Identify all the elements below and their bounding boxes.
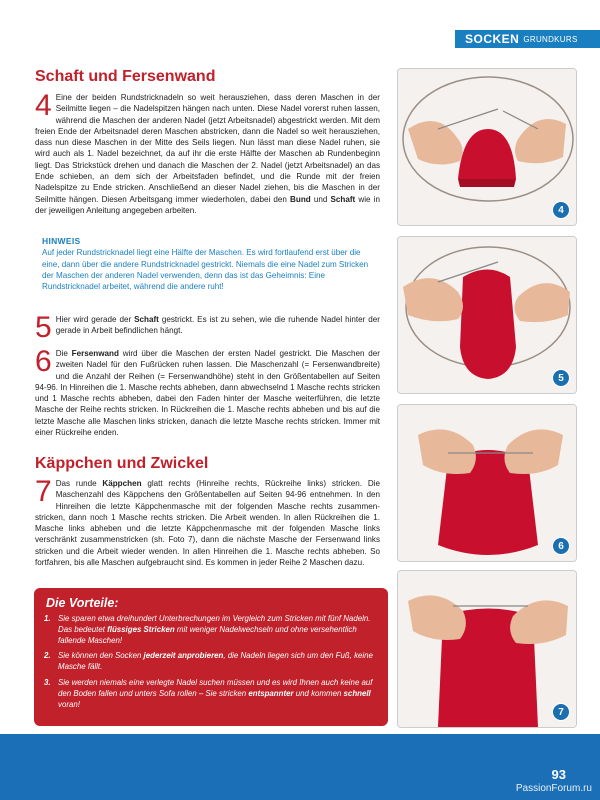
page-footer xyxy=(0,734,600,800)
photo-step-5 xyxy=(397,236,577,394)
advantage-bold: flüssiges Stricken xyxy=(107,624,175,634)
step-text: glatt rechts (Hinreihe rechts, Rückreihe links) stricken. Die Maschenzahl des Käppchens den Größentabellen auf Seiten 94-96 entnehmen. In den Hinreihen die letzte Käppchenmasche mit der folgenden Masche rechts zusammen-stricken, dann noch 1 Masche rechts stricken. Die Arbeit wenden. In allen Rückreihen die 1. Masche links abheben und die letzte Käppchenmasche mit der folgenden Masche links verschränkt zusammenstricken (sh. Foto 7), dann die nächste Masche der Fersenwand links stricken und die Arbeit wieder wenden. In allen Hinreihen die 1. Masche rechts abheben. So fortfahren, bis alle Maschen aufgebraucht sind. Es kommen in jeder Reihe 2 Maschen dazu. xyxy=(35,479,381,568)
step-4 xyxy=(35,89,380,216)
subsection-label: GRUNDKURS xyxy=(523,34,578,44)
advantage-bold: jederzeit anprobieren xyxy=(143,651,224,661)
watermark: PassionForum.ru xyxy=(515,783,592,794)
step-number: 6 xyxy=(35,345,52,378)
section-title-schaft: Schaft und Fersenwand xyxy=(35,68,216,85)
advantages-heading: Die Vorteile: xyxy=(46,596,119,610)
step-7 xyxy=(35,475,381,568)
photo-number: 5 xyxy=(552,369,570,387)
advantage-item xyxy=(44,678,384,710)
photo-knitting-7 xyxy=(398,571,576,727)
section-title-kaeppchen: Käppchen und Zwickel xyxy=(35,455,209,472)
advantage-text: , die Nadeln liegen sich um den Fuß, keine Masche fällt. xyxy=(58,651,373,672)
advantage-item xyxy=(44,651,384,673)
advantage-text: Sie sparen etwa dreihundert Unterbrechungen im Vergleich zum Stricken mit fünf Nadeln. Das bedeutet xyxy=(58,614,371,634)
step-bold: Bund xyxy=(290,194,311,204)
page-number: 93 xyxy=(551,767,566,782)
step-number: 7 xyxy=(35,475,52,508)
page-header xyxy=(0,0,600,52)
photo-step-7 xyxy=(397,570,577,728)
step-text: Eine der beiden Rundstricknadeln so weit herausziehen, dass deren Maschen in der Seilmitte liegen – die Nadelspitzen hängen nach unten. Diese Nadel vorerst ruhen lassen, während die Maschen der anderen Nadel (jetzt Arbeitsnadel) abgestrickt werden. Mit dem freien Ende der Arbeitsnadel deren Maschen abstricken, dann die Nadel so weit herausziehen, dass nun diese Maschen in der Mitte des Seils liegen. Nun lässt man diese Nadel ruhen, sie wird auch als 1. Nadel bezeichnet, da auf ihr die erste Hälfte der Maschen ab Rundenbeginn liegt. Das Strickstück drehen und danach die Maschen der 2. Nadel (jetzt Arbeitsnadel) an das Ende schieben, an dem sich der Arbeitsfaden befindet, und die Runde mit der freien Nadelspitze zu Ende stricken. Anschließend an dieser Nadel ziehen, bis die Maschen in der Seilmitte hängen. Diesen Arbeitsgang immer wiederholen, dabei den xyxy=(35,93,380,204)
step-text: wie in der jeweiligen Anleitung angegeben arbeiten. xyxy=(35,194,380,215)
photo-knitting-6 xyxy=(398,405,576,561)
advantage-text: mit weniger Nadelwechseln und ohne versehentlich fallende Maschen! xyxy=(58,624,357,645)
step-text: Das runde xyxy=(55,479,103,488)
photo-knitting-4 xyxy=(398,69,576,225)
step-5 xyxy=(35,311,380,344)
advantage-item xyxy=(44,614,384,646)
step-text: Hier wird gerade der xyxy=(55,315,135,324)
step-bold: Schaft xyxy=(134,315,159,324)
advantage-number: 2. xyxy=(44,651,51,661)
step-bold: Fersenwand xyxy=(71,349,119,358)
advantage-bold: entspannter xyxy=(248,688,294,698)
step-text: und xyxy=(310,194,331,204)
advantage-text: Sie können den Socken xyxy=(58,651,144,661)
hint-text: Auf jeder Rundstricknadel liegt eine Hälfte der Maschen. Es wird fortlaufend erst über die eine, dann über die andere Rundstricknadel gestrickt. Niemals die eine Nadel zum Stricken der Maschen der anderen Nadel verwenden, denn das ist das Geheimnis: Eine Rundstricknadel arbeitet, während die andere ruht! xyxy=(42,248,369,292)
step-bold: Schaft xyxy=(330,194,356,204)
step-text: wird über die Maschen der ersten Nadel gestrickt. Die Maschen der zweiten Nadel für den Fußrücken ruhen lassen. Die Maschenzahl (= Fersenwandbreite) und die Anzahl der Reihen (= Fersenwandhöhe) steht in den Größentabellen auf Seiten 94-96. In Hinreihen die 1. Masche rechts abheben, dann abwechselnd 1 Masche rechts stricken und 1 Masche rechts abheben, dabei den Faden hinter der Masche weiterführen, die letzte Masche der Reihe rechts stricken. In Rückreihen die 1. Masche rechts abheben und bis auf die letzte Masche alle Maschen links stricken, danach die letzte Masche rechts stricken. Immer mit einer Rückreihe enden. xyxy=(35,349,380,438)
step-text: gestrickt. Es ist zu sehen, wie die ruhende Nadel hinter der gerade in Arbeit befindlichen hängt. xyxy=(55,315,380,336)
advantage-bold: schnell xyxy=(343,688,371,698)
section-badge xyxy=(455,30,600,48)
advantages-box xyxy=(34,588,388,726)
hint-box xyxy=(42,236,372,292)
photo-step-4 xyxy=(397,68,577,226)
advantage-number: 3. xyxy=(44,677,51,687)
step-number: 5 xyxy=(35,311,52,344)
advantage-text: Sie werden niemals eine verlegte Nadel suchen müssen und es wird Ihnen auch keine auf den Boden fallen und unters Sofa rollen – Sie stricken xyxy=(58,677,373,698)
hint-heading: HINWEIS xyxy=(42,236,81,246)
section-label: SOCKEN xyxy=(465,32,520,46)
advantages-list xyxy=(44,614,384,715)
step-6 xyxy=(35,345,380,438)
advantage-text: und kommen xyxy=(293,688,344,698)
step-text: Die xyxy=(55,349,72,358)
photo-number: 6 xyxy=(552,537,570,555)
photo-number: 7 xyxy=(552,703,570,721)
step-bold: Käppchen xyxy=(102,479,142,488)
photo-knitting-5 xyxy=(398,237,576,393)
advantage-text: voran! xyxy=(58,699,80,709)
photo-step-6 xyxy=(397,404,577,562)
step-number: 4 xyxy=(35,89,52,122)
advantage-number: 1. xyxy=(44,614,51,623)
photo-number: 4 xyxy=(552,201,570,219)
